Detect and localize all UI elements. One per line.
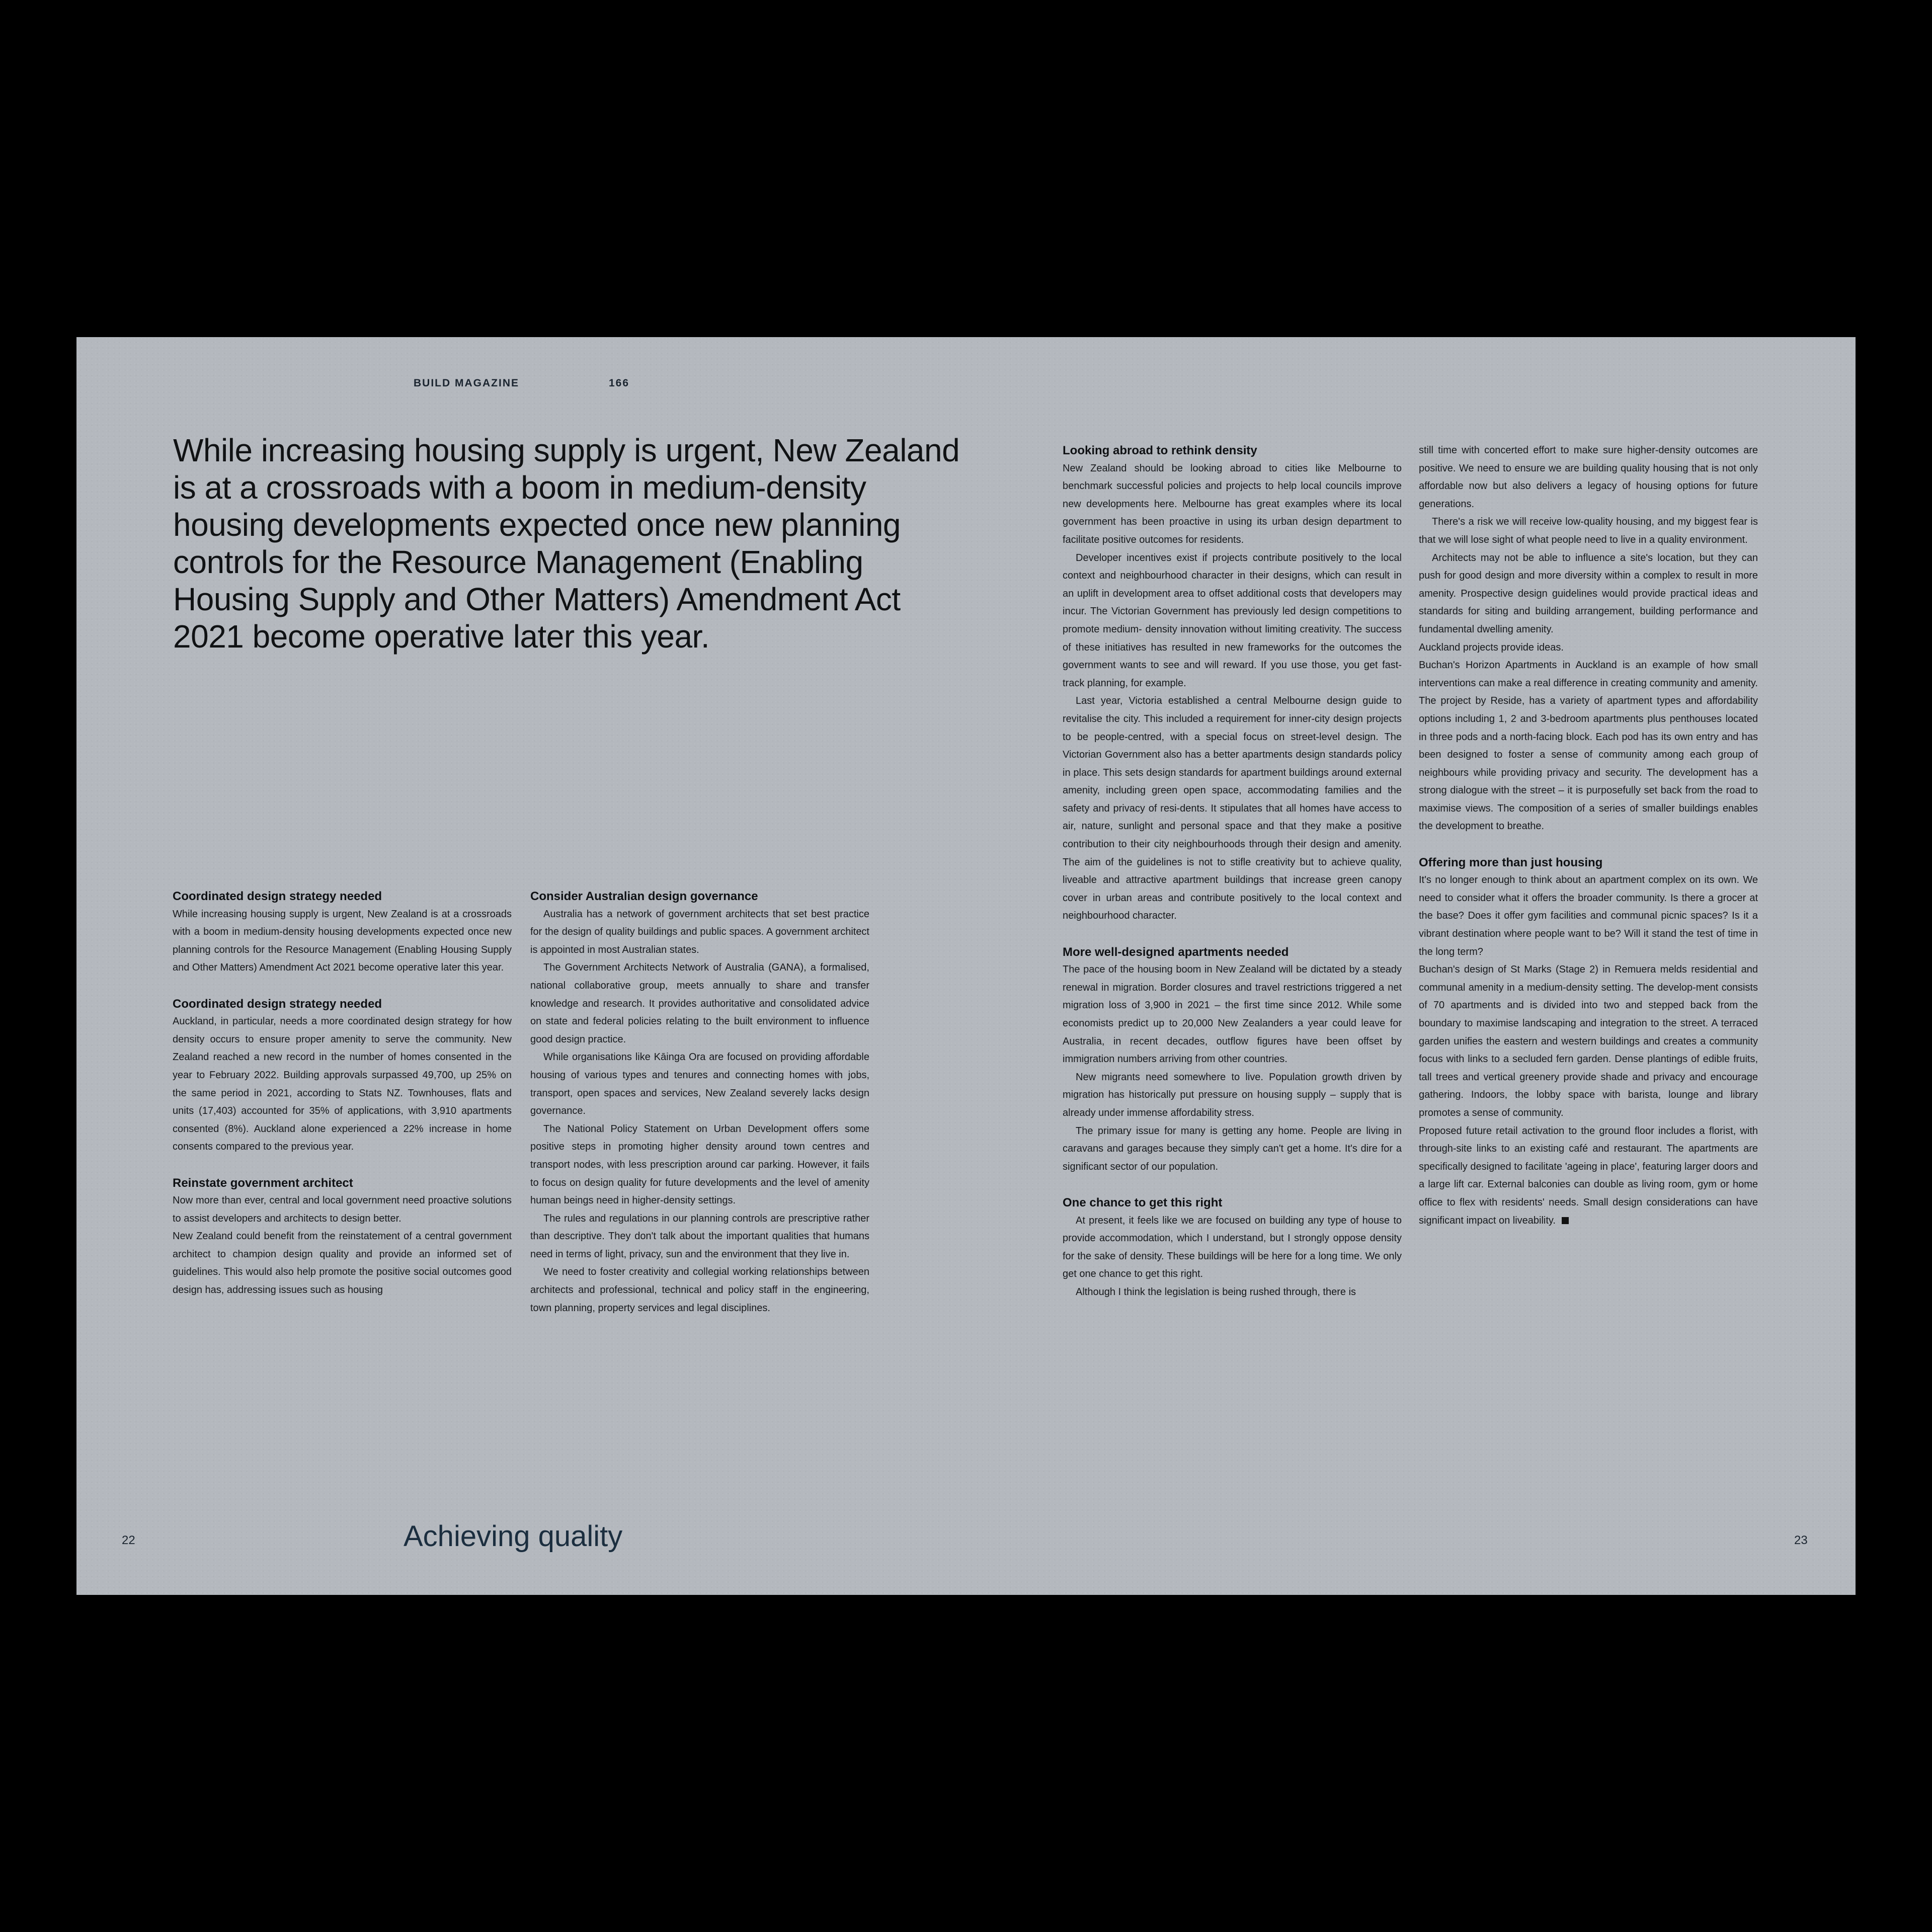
end-mark-icon — [1562, 1217, 1569, 1224]
magazine-name: BUILD MAGAZINE — [414, 377, 519, 389]
body-paragraph: New Zealand could benefit from the reinstatement of a central government architect to champion design quality and provide an informed set of guidelines. This would also help promote the positive social outcomes good design has, addressing issues such as housing — [173, 1231, 512, 1296]
body-paragraph: Australia has a network of government architects that set best practice for the design of quality buildings and public spaces. A government architect is appointed in most Australian states. — [530, 908, 869, 955]
paragraph-gap — [173, 977, 512, 995]
section-heading: Offering more than just housing — [1419, 855, 1603, 869]
body-paragraph: Architects may not be able to influence a site's location, but they can push for good design and more diversity within a complex to result in more amenity. Prospective design guidelines would provide practical ideas and standards for siting and building arrangement, building performance and fundamental dwelling amenity. — [1419, 552, 1758, 635]
body-paragraph: The pace of the housing boom in New Zealand will be dictated by a steady renewal in migration. Border closures and travel restrictions triggered a net migration loss of 3,900 in 2021 – the first time since 2012. While some economists predict up to 20,000 New Zealanders a year could leave for Australia, in recent decades, outflow figures have been offset by immigration numbers arriving from other countries. — [1063, 964, 1402, 1065]
body-column-2 — [530, 888, 869, 1317]
body-paragraph: Buchan's Horizon Apartments in Auckland is an example of how small interventions can make a real difference in creating community and amenity. The project by Reside, has a variety of apartment types and affordability options including 1, 2 and 3-bedroom apartments plus penthouses located in three pods and a north-facing block. Each pod has its own entry and has been designed to foster a sense of community among each group of neighbours while providing privacy and security. The development has a strong dialogue with the street – it is purposefully set back from the road to maximise views. The composition of a series of smaller buildings enables the development to breathe. — [1419, 660, 1758, 832]
body-paragraph: still time with concerted effort to make sure higher-density outcomes are positive. We need to ensure we are building quality housing that is not only affordable now but also delivers a legacy of housing options for future generations. — [1419, 445, 1758, 510]
body-paragraph: Developer incentives exist if projects contribute positively to the local context and neighbourhood character in their designs, which can result in an uplift in development area to offset additional costs that developers may incur. The Victorian Government has previously led design competitions to promote medium- density innovation without limiting creativity. The success of these initiatives has resulted in new frameworks for the outcomes the government wants to see and will reward. If you use those, you get fast-track planning, for example. — [1063, 552, 1402, 689]
body-paragraph: New Zealand should be looking abroad to cities like Melbourne to benchmark successful policies and projects to help local councils improve new developments here. Melbourne has great examples where its local government has been proactive in using its urban design department to facilitate positive outcomes for residents. — [1063, 462, 1402, 545]
paragraph-text: Proposed future retail activation to the ground floor includes a florist, with through-site links to an existing café and restaurant. The apartments are specifically designed to facilitate 'ageing in place', featuring larger doors and a large lift car. External balconies can double as living room, gym or home office to flex with residents' needs. Small design considerations can have significant impact on liveability. — [1419, 1125, 1758, 1226]
magazine-spread — [76, 337, 1856, 1595]
section-heading: Looking abroad to rethink density — [1063, 444, 1257, 457]
issue-number: 166 — [609, 377, 630, 389]
body-paragraph: The National Policy Statement on Urban Development offers some positive steps in promoting higher density around town centres and transport nodes, with less prescription around car parking. However, it fails to focus on design quality for future developments and the level of amenity human beings need in higher-density settings. — [530, 1123, 869, 1206]
page-number-right: 23 — [1794, 1534, 1808, 1547]
body-paragraph: Now more than ever, central and local government need proactive solutions to assist developers and architects to design better. — [173, 1195, 512, 1224]
section-heading: Coordinated design strategy needed — [173, 890, 382, 903]
body-paragraph: The Government Architects Network of Australia (GANA), a formalised, national collaborative group, meets annually to share and transfer knowledge and research. It provides authoritative and consolidated advice on state and federal policies relating to the built environment to influence good design practice. — [530, 962, 869, 1045]
body-paragraph: The primary issue for many is getting any home. People are living in caravans and garages because they simply can't get a home. It's dire for a significant sector of our population. — [1063, 1125, 1402, 1172]
body-paragraph: While organisations like Kāinga Ora are focused on providing affordable housing of various types and tenures and connecting homes with jobs, transport, open spaces and services, New Zealand severely lacks design governance. — [530, 1052, 869, 1117]
section-heading: Coordinated design strategy needed — [173, 997, 382, 1011]
section-heading: Consider Australian design governance — [530, 890, 758, 903]
paragraph-gap — [1063, 1176, 1402, 1194]
body-paragraph: Although I think the legislation is being rushed through, there is — [1076, 1286, 1356, 1298]
paragraph-gap — [1419, 836, 1758, 854]
section-heading: Reinstate government architect — [173, 1176, 353, 1190]
body-paragraph: Auckland, in particular, needs a more coordinated design strategy for how density occurs to ensure proper amenity to serve the community. New Zealand reached a new record in the number of homes consented in the year to February 2022. Building approvals surpassed 49,700, up 25% on the same period in 2021, according to Stats NZ. Townhouses, flats and units (17,403) accounted for 35% of applications, with 3,910 apartments consented (8%). Auckland alone experienced a 22% increase in home consents compared to the previous year. — [173, 1016, 512, 1153]
body-paragraph: It's no longer enough to think about an apartment complex on its own. We need to consider what it offers the broader community. Is there a grocer at the base? Does it offer gym facilities and communal picnic spaces? Is it a vibrant destination where people want to be? Will it stand the test of time in the long term? — [1419, 874, 1758, 957]
body-paragraph: While increasing housing supply is urgent, New Zealand is at a crossroads with a boom in medium-density housing developments expected once new planning controls for the Resource Management (Enabling Housing Supply and Other Matters) Amendment Act 2021 become operative later this year. — [173, 908, 512, 974]
body-column-1 — [173, 888, 512, 1300]
paragraph-gap — [1063, 925, 1402, 943]
body-paragraph: At present, it feels like we are focused on building any type of house to provide accommodation, which I understand, but I strongly oppose density for the sake of density. These buildings will be here for a long time. We only get one chance to get this right. — [1063, 1215, 1402, 1280]
body-paragraph — [1419, 1122, 1758, 1230]
body-paragraph: New migrants need somewhere to live. Population growth driven by migration has historically put pressure on housing supply – supply that is already under immense affordability stress. — [1063, 1071, 1402, 1118]
body-paragraph: Auckland projects provide ideas. — [1419, 641, 1564, 653]
body-paragraph: We need to foster creativity and collegial working relationships between architects and professional, technical and policy staff in the engineering, town planning, property services and legal disciplines. — [530, 1266, 869, 1314]
body-paragraph: Last year, Victoria established a central Melbourne design guide to revitalise the city. This included a requirement for inner-city design projects to be people-centred, with a special focus on street-level design. The Victorian Government also has a better apartments design standards policy in place. This sets design standards for apartment buildings around external amenity, including green open space, accommodating families and the safety and privacy of resi-dents. It stipulates that all homes have access to air, nature, sunlight and personal space and that they make a positive contribution to their city neighbourhoods through their design and amenity. The aim of the guidelines is not to stifle creativity but to achieve quality, liveable and attractive apartment buildings that increase green canopy cover in urban areas and contribute positively to the local context and neighbourhood character. — [1063, 695, 1402, 922]
pull-quote: While increasing housing supply is urgent, New Zealand is at a crossroads with a boom in medium-density housing developments expected once new planning controls for the Resource Management (Enabling Housing Supply and Other Matters) Amendment Act 2021 become operative later this year. — [173, 432, 960, 655]
paragraph-gap — [173, 1156, 512, 1174]
body-column-3 — [1063, 442, 1402, 1302]
section-heading: More well-designed apartments needed — [1063, 945, 1289, 959]
section-heading: One chance to get this right — [1063, 1195, 1223, 1210]
body-paragraph: There's a risk we will receive low-quality housing, and my biggest fear is that we will lose sight of what people need to live in a quality environment. — [1419, 516, 1758, 545]
page-number-left: 22 — [122, 1534, 135, 1547]
section-title: Achieving quality — [404, 1520, 623, 1553]
body-paragraph: The rules and regulations in our planning controls are prescriptive rather than descriptive. They don't talk about the important qualities that humans need in terms of light, privacy, sun and the environment that they live in. — [530, 1213, 869, 1260]
body-paragraph: Buchan's design of St Marks (Stage 2) in Remuera melds residential and communal amenity in a medium-density setting. The develop-ment consists of 70 apartments and is divided into two and stepped back from the boundary to maximise landscaping and integration to the street. A terraced garden unifies the eastern and western buildings and creates a community focus with links to a secluded fern garden. Dense plantings of edible fruits, tall trees and vertical greenery provide shade and privacy and encourage gathering. Indoors, the lobby space with barista, lounge and library promotes a sense of community. — [1419, 964, 1758, 1118]
body-column-4 — [1419, 442, 1758, 1230]
